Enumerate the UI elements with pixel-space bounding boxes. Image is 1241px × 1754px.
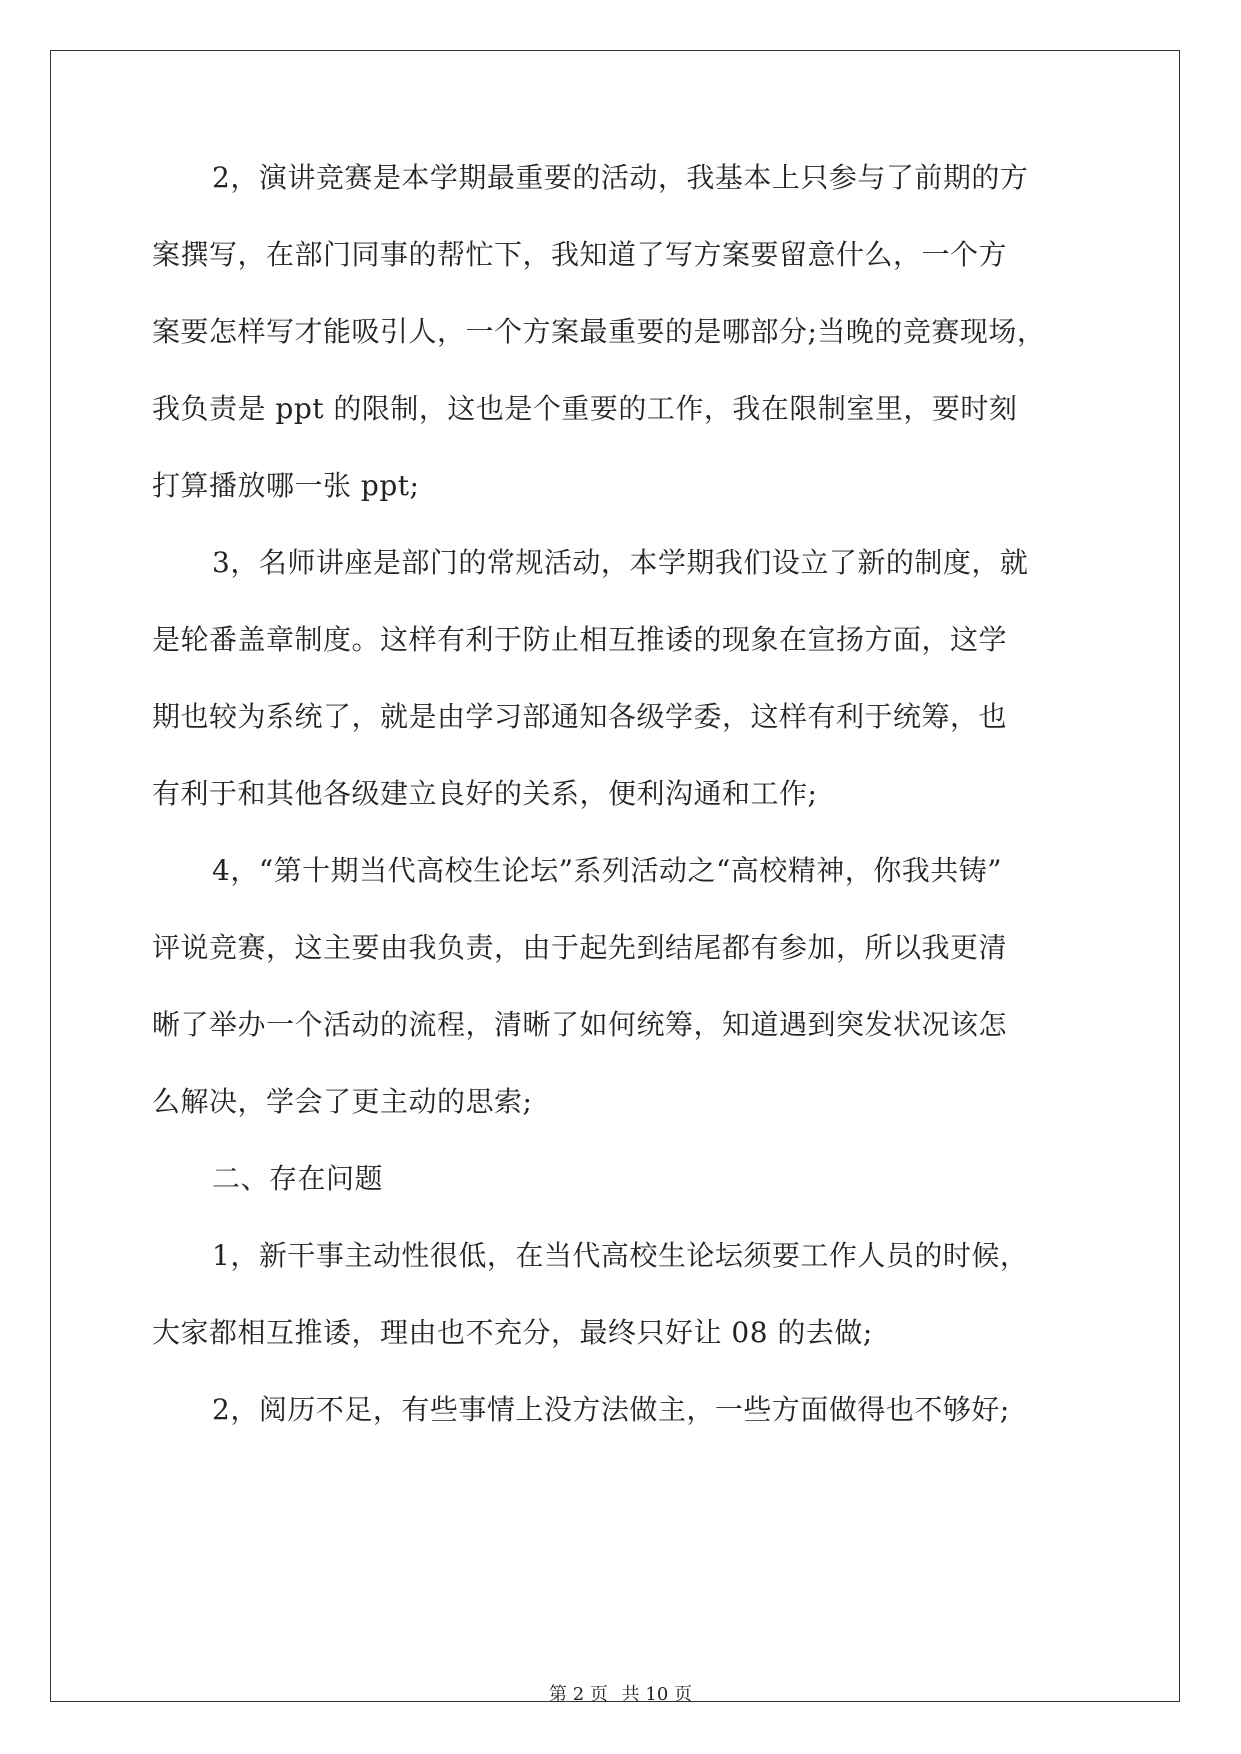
text-line: 4，“第十期当代高校生论坛”系列活动之“高校精神，你我共铸” bbox=[212, 854, 1003, 887]
text-line: 是轮番盖章制度。这样有利于防止相互推诿的现象在宣扬方面，这学 bbox=[152, 623, 1008, 656]
text-line: 2，阅历不足，有些事情上没方法做主，一些方面做得也不够好; bbox=[212, 1393, 1010, 1426]
text-line: 3，名师讲座是部门的常规活动，本学期我们设立了新的制度，就 bbox=[212, 546, 1029, 579]
document-body bbox=[152, 158, 1087, 1467]
text-line: 有利于和其他各级建立良好的关系，便利沟通和工作; bbox=[152, 777, 818, 810]
text-line: 评说竞赛，这主要由我负责，由于起先到结尾都有参加，所以我更清 bbox=[152, 931, 1008, 964]
text-line: 晰了举办一个活动的流程，清晰了如何统筹，知道遇到突发状况该怎 bbox=[152, 1008, 1008, 1041]
text-line: 案撰写，在部门同事的帮忙下，我知道了写方案要留意什么，一个方 bbox=[152, 238, 1008, 271]
text-line: 2，演讲竞赛是本学期最重要的活动，我基本上只参与了前期的方 bbox=[212, 161, 1029, 194]
text-line: 打算播放哪一张 ppt; bbox=[152, 469, 420, 502]
text-line: 我负责是 ppt 的限制，这也是个重要的工作，我在限制室里，要时刻 bbox=[152, 392, 1018, 425]
page-footer bbox=[0, 1680, 1241, 1706]
page-number: 第 2 页 bbox=[549, 1684, 608, 1705]
text-line: 么解决，学会了更主动的思索; bbox=[152, 1085, 533, 1118]
section-heading: 二、存在问题 bbox=[212, 1162, 384, 1195]
text-line: 期也较为系统了，就是由学习部通知各级学委，这样有利于统筹，也 bbox=[152, 700, 1008, 733]
page-total: 共 10 页 bbox=[621, 1684, 692, 1705]
text-line: 1，新干事主动性很低，在当代高校生论坛须要工作人员的时候， bbox=[212, 1239, 1029, 1272]
text-line: 案要怎样写才能吸引人，一个方案最重要的是哪部分;当晚的竞赛现场， bbox=[152, 315, 1046, 348]
text-line: 大家都相互推诿，理由也不充分，最终只好让 08 的去做; bbox=[152, 1316, 873, 1349]
